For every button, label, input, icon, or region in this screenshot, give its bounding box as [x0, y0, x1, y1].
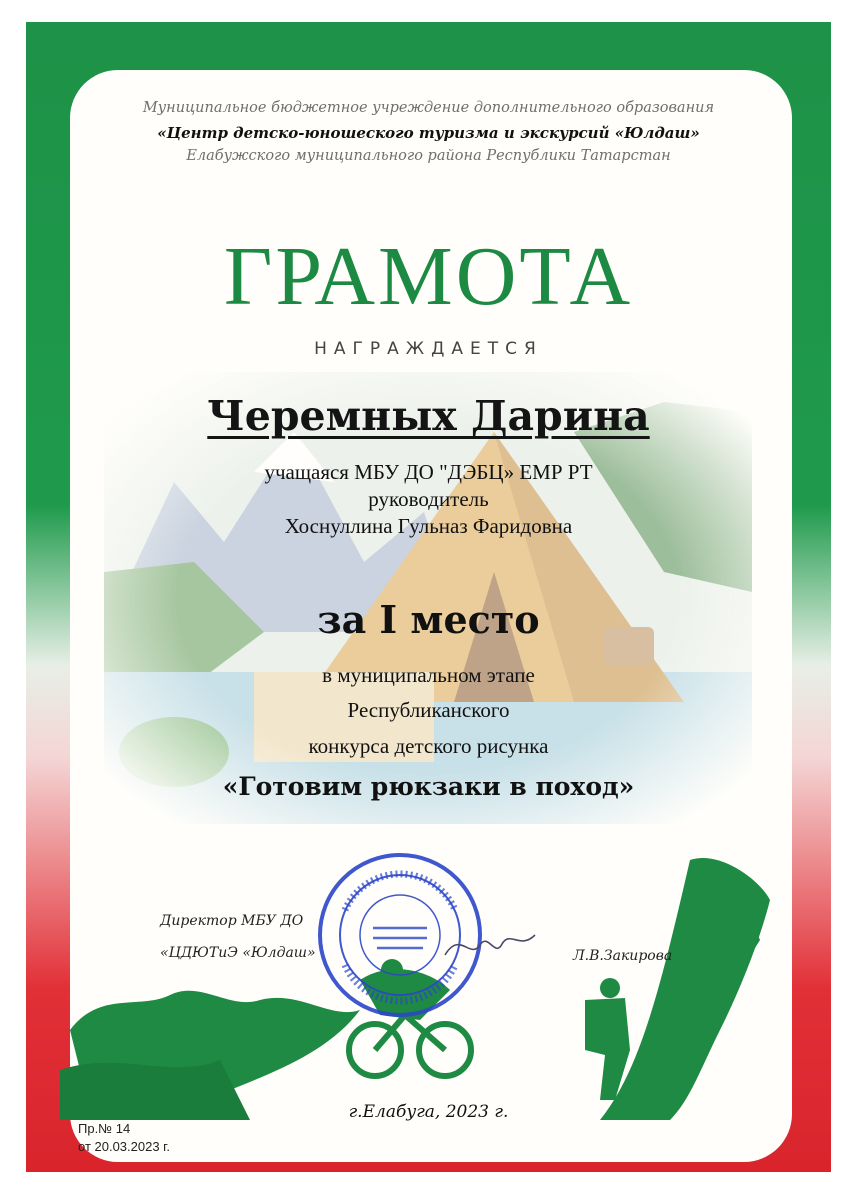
award-line-2: Республиканского — [347, 698, 510, 722]
award-line-1: в муниципальном этапе — [322, 663, 535, 687]
city-year: г.Елабуга, 2023 г. — [348, 1102, 509, 1122]
supervisor-label: руководитель — [368, 487, 489, 511]
certificate-title: ГРАМОТА — [223, 230, 634, 323]
award-line-3: конкурса детского рисунка — [308, 734, 549, 758]
order-number: Пр.№ 14 — [78, 1121, 131, 1136]
institution-line-3: Елабужского муниципального района Республики Татарстан — [186, 148, 671, 164]
contest-theme: «Готовим рюкзаки в поход» — [222, 772, 635, 801]
award-place: за I место — [317, 597, 540, 642]
supervisor-name: Хоснуллина Гульназ Фаридовна — [284, 514, 573, 538]
recipient-status: учащаяся МБУ ДО "ДЭБЦ» ЕМР РТ — [264, 460, 593, 484]
certificate-subtitle: НАГРАЖДАЕТСЯ — [314, 339, 543, 359]
institution-line-1: Муниципальное бюджетное учреждение дополнительного образования — [142, 100, 715, 116]
recipient-name: Черемных Дарина — [207, 392, 650, 440]
director-name: Л.В.Закирова — [573, 948, 673, 964]
institution-line-2: «Центр детско-юношеского туризма и экскурсий «Юлдаш» — [157, 124, 700, 142]
handwritten-signature — [440, 920, 540, 970]
order-date: от 20.03.2023 г. — [78, 1139, 170, 1154]
director-position-line-2: «ЦДЮТиЭ «Юлдаш» — [160, 945, 316, 961]
director-position-line-1: Директор МБУ ДО — [160, 913, 304, 929]
